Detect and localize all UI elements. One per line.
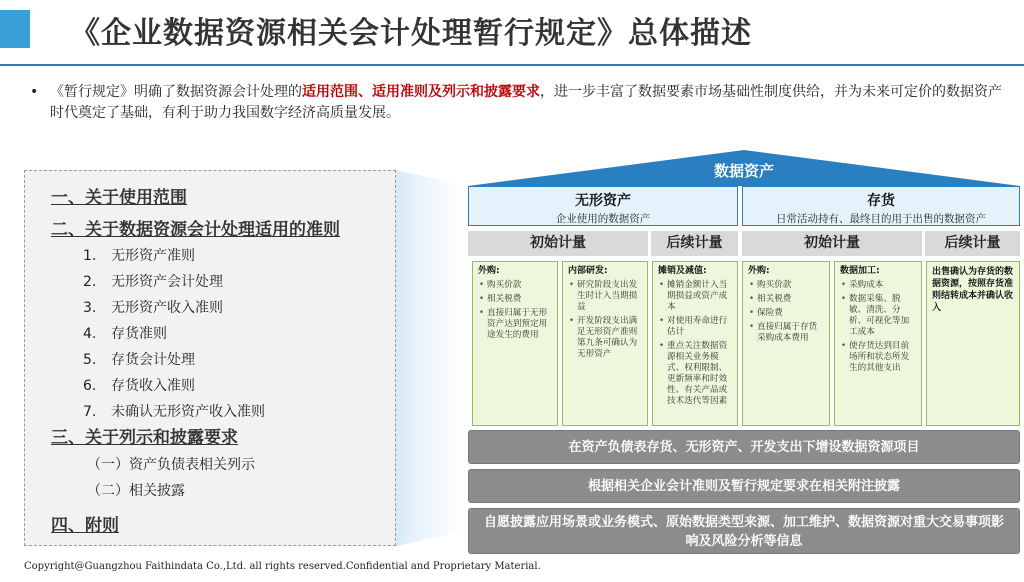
- intangible-title: 无形资产: [575, 193, 631, 209]
- intangible-initial-phase: 初始计量: [468, 231, 648, 256]
- expand-arrow-shape: [396, 170, 468, 546]
- list-item: • 使存货达到目前场所和状态所发生的其他支出: [849, 341, 916, 374]
- inventory-title: 存货: [867, 193, 895, 209]
- intro-after: ，进一步丰富了数据要素市场基础性制度供给，并为未来可定价的数据资产时代奠定了基础，有利于助力我国数字经济高质量发展。: [50, 84, 1002, 121]
- toc-panel: [24, 170, 396, 546]
- toc-item: 7. 未确认无形资产收入准则: [83, 404, 265, 420]
- intangible-asset-header: [468, 186, 738, 226]
- list-item: • 对使用寿命进行估计: [667, 316, 732, 338]
- list-item: • 相关税费: [487, 294, 552, 305]
- inventory-initial-phase: 初始计量: [742, 231, 922, 256]
- disclosure-bar-voluntary: 自愿披露应用场景或业务模式、原始数据类型来源、加工维护、数据资源对重大交易事项影响及风险分析等信息: [468, 508, 1020, 554]
- list-item: • 保险费: [757, 308, 824, 319]
- inventory-subsequent-phase: 后续计量: [925, 231, 1020, 256]
- toc-subitem: （二）相关披露: [87, 483, 185, 499]
- bullet-icon: •: [30, 84, 39, 100]
- list-item: • 开发阶段支出满足无形资产准则第九条可确认为无形资产: [577, 316, 642, 360]
- list-item: • 数据采集、脱敏、清洗、分析、可视化等加工成本: [849, 294, 916, 338]
- disclosure-bar-notes: 根据相关企业会计准则及暂行规定要求在相关附注披露: [468, 469, 1020, 503]
- inventory-subtitle: 日常活动持有、最终目的用于出售的数据资产: [776, 213, 986, 225]
- toc-item: 1. 无形资产准则: [83, 248, 195, 264]
- list-item: • 直接归属于存货采购成本费用: [757, 322, 824, 344]
- toc-heading-standards: 二、关于数据资源会计处理适用的准则: [51, 220, 340, 240]
- toc-item: 3. 无形资产收入准则: [83, 300, 223, 316]
- intangible-subsequent-phase: 后续计量: [651, 231, 738, 256]
- list-item: • 采购成本: [849, 280, 916, 291]
- intro-before: 《暂行规定》明确了数据资源会计处理的: [50, 84, 302, 100]
- list-item: • 重点关注数据资源相关业务模式、权利限制、更新频率和时效性、有关产品或技术迭代等因素: [667, 341, 732, 407]
- list-item: • 相关税费: [757, 294, 824, 305]
- inventory-subsequent-box: 出售确认为存货的数据资源，按照存货准则结转成本并确认收入: [926, 261, 1020, 426]
- title-divider: [0, 64, 1024, 66]
- inventory-header: [742, 186, 1020, 226]
- toc-heading-scope: 一、关于使用范围: [51, 188, 187, 208]
- list-item: • 购买价款: [757, 280, 824, 291]
- list-item: • 购买价款: [487, 280, 552, 291]
- toc-item: 6. 存货收入准则: [83, 378, 195, 394]
- intangible-rnd-box: 内部研发: • 研究阶段支出发生时计入当期损益 • 开发阶段支出满足无形资产准则第九条可确认为无形资产: [562, 261, 648, 426]
- intro-paragraph: [30, 82, 1005, 124]
- list-item: • 研究阶段支出发生时计入当期损益: [577, 280, 642, 313]
- toc-item: 4. 存货准则: [83, 326, 167, 342]
- intangible-amortization-box: 摊销及减值: • 摊销金额计入当期损益或资产成本 • 对使用寿命进行估计 • 重点关注数据资源相关业务模式、权利限制、更新频率和时效性、有关产品或技术迭代等因素: [652, 261, 738, 426]
- toc-heading-disclosure: 三、关于列示和披露要求: [51, 428, 238, 448]
- title-accent-bar: [0, 10, 30, 48]
- list-item: • 摊销金额计入当期损益或资产成本: [667, 280, 732, 313]
- intangible-subtitle: 企业使用的数据资产: [555, 213, 651, 225]
- list-item: • 直接归属于无形资产达到预定用途发生的费用: [487, 308, 552, 341]
- roof-label: 数据资产: [713, 162, 774, 180]
- page-title: 《企业数据资源相关会计处理暂行规定》总体描述: [70, 16, 752, 51]
- disclosure-bar-balance-sheet: 在资产负债表存货、无形资产、开发支出下增设数据资源项目: [468, 430, 1020, 464]
- toc-subitem: （一）资产负债表相关列示: [87, 457, 255, 473]
- intangible-purchase-box: 外购: • 购买价款 • 相关税费 • 直接归属于无形资产达到预定用途发生的费用: [472, 261, 558, 426]
- toc-heading-appendix: 四、附则: [51, 516, 119, 536]
- inventory-purchase-box: 外购: • 购买价款 • 相关税费 • 保险费 • 直接归属于存货采购成本费用: [742, 261, 830, 426]
- toc-item: 5. 存货会计处理: [83, 352, 195, 368]
- toc-item: 2. 无形资产会计处理: [83, 274, 223, 290]
- inventory-processing-box: 数据加工: • 采购成本 • 数据采集、脱敏、清洗、分析、可视化等加工成本 • 使存货达到目前场所和状态所发生的其他支出: [834, 261, 922, 426]
- copyright-footer: Copyright@Guangzhou Faithindata Co.,Ltd. all rights reserved.Confidential and Proprietary Material.: [24, 561, 541, 572]
- intro-highlight: 适用范围、适用准则及列示和披露要求: [302, 84, 540, 100]
